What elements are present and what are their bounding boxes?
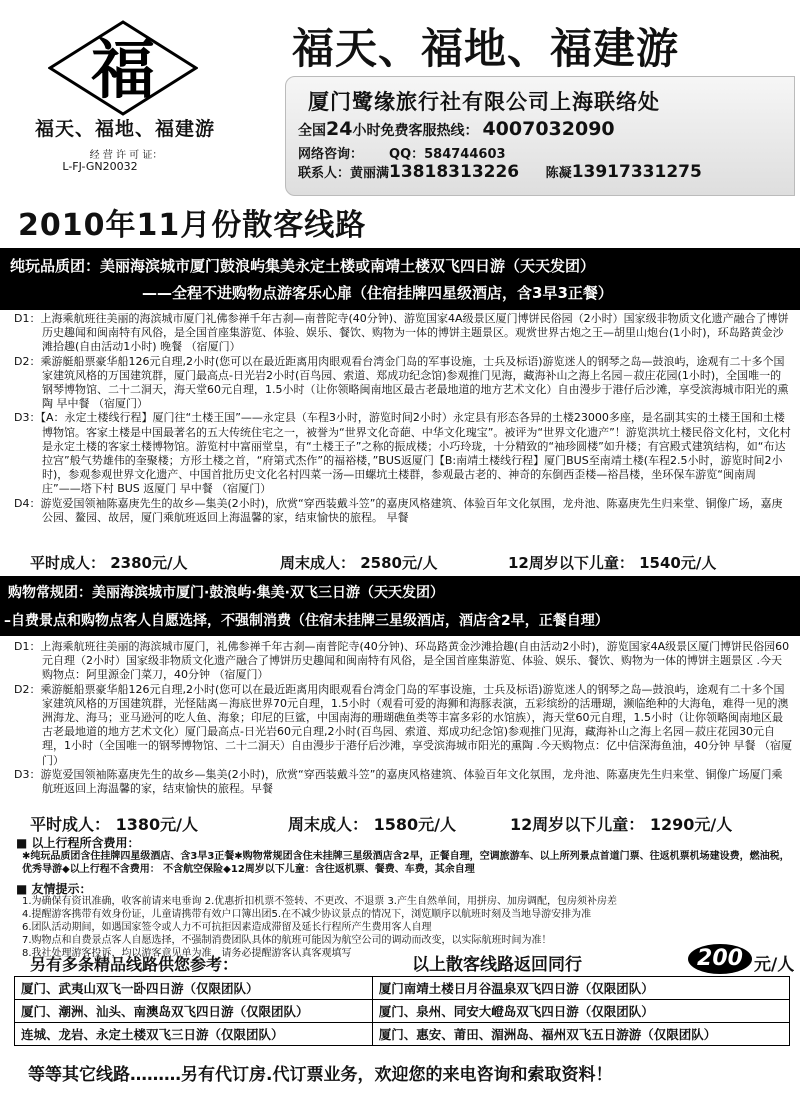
- tips-heading: ■ 友情提示：: [16, 882, 92, 896]
- group1-day-3: D3：【A：永定土楼线行程】厦门往“土楼王国”——永定县（车程3小时，游览时间2小时）永定县有形态各异的土楼23000多座，是名副其实的土楼王国和土楼博物馆。客家土楼是中国最著名的五大传统住宅之一，被誉为“世界文化奇葩、中华文化瑰宝”。被评为“世界文化遗产”！游览洪坑土楼民俗文化村，文化村是永定土楼的客家土楼博物馆。游览村中富丽堂皇，有“土楼王子”之称的振成楼；小巧玲珑，十分精致的“袖珍圆楼”如升楼；有宫殿式建筑结构，如“布达拉宫”般气势雄伟的奎聚楼；方形土楼之首，“府第式杰作”的福裕楼，”BUS返厦门【B:南靖土楼线行程】厦门BUS至南靖土楼(车程2.5小时，游览时间2小时)，参观参观世界文化遗产、中国首批历史文化名村四菜一汤—田螺坑土楼群，参观最古老的、神奇的东倒西歪楼—裕昌楼，坐环保车游览“闽南周庄”——塔下村 BUS 返厦门 早中餐 （宿厦门）: [14, 411, 791, 496]
- fu-logo-icon: [48, 20, 198, 116]
- group2-day-2: D2：乘游艇船票豪华船126元自理,2小时(您可以在最近距离用肉眼观看台湾金门岛的军事设施，士兵及标语)游览迷人的钢琴之岛—鼓浪屿，途观有二十多个国家建筑风格的万国建筑群，光怪陆离－海底世界70元自理，1.5小时（观看可爱的海狮和海豚表演，五彩缤纷的活珊瑚，濒临绝种的大海龟，难得一见的澳洲海龙、海马；亚马逊河的吃人鱼、海象；印尼的巨鲨，中国南海的珊瑚礁鱼类等丰富多彩的水馆族），海天堂60元自理，1.5小时（让你领略闽南地区最古老最地道的地方艺术文化）厦门最高点-日光岩60元自理,2小时(百鸟园、索道、郑成功纪念馆)参观推门见海，藏海补山之海上名园－菽庄花园30元自理，1小时（全国唯一的钢琴博物馆、二十二洞天）自由漫步于港仔后沙滩，享受滨海城市阳光的熏陶 .今天购物点：亿中信深海鱼油，40分钟 早餐 （宿厦门）: [14, 682, 792, 767]
- group1-price-child: 12周岁以下儿童： 1540元/人: [508, 554, 717, 572]
- contact-label: 联系人：黄丽满: [298, 166, 390, 181]
- group1-day-4: D4：游览爱国领袖陈嘉庚先生的故乡—集美(2小时)，欣赏“穿西装戴斗笠”的嘉庚风格建筑、体验百年文化氛围，龙舟池、陈嘉庚先生归来堂、铜像广场，嘉庚公园、鳌园、故居，厦门乘航班返回上海温馨的家，结束愉快的旅程。 早餐: [14, 496, 783, 524]
- group1-day-1: D1：上海乘航班往美丽的海滨城市厦门礼佛参禅千年古刹—南普陀寺(40分钟)、游览国家4A级景区厦门博饼民俗园（2小时）国家级非物质文化遗产融合了博饼历史趣闻和闽南特有风俗，是全国首座集游览、体验、娱乐、餐饮、购物为一体的博饼主题景区。观赏世界古炮之王—胡里山炮台(1小时)，环岛路黄金沙滩拾趣(自由活动1小时) 晚餐 （宿厦门）: [14, 312, 789, 354]
- tip-line: 7.购物点和自费景点客人自愿选择，不强制消费团队具体的航班可能因为航空公司的调动而改变，以实际航班时间为准！: [22, 935, 552, 946]
- group1-banner: [0, 248, 800, 310]
- hotline-label-b: 24: [326, 118, 353, 140]
- headline: 福天、福地、福建游: [292, 24, 680, 73]
- hotline-label-c: 小时免费客服热线：: [352, 123, 479, 139]
- fees-text: ✱纯玩品质团含住挂牌四星级酒店、含3早3正餐✱购物常规团含住未挂牌三星级酒店含2早，正餐自理，空调旅游车、以上所列景点首道门票、往返机票机场建设费，燃油税，优秀导游◆以上行程不含费用： 不含航空保险◆12周岁以下儿童：含往返机票、餐费、车费，其余自理: [22, 851, 790, 875]
- route-cell: 厦门、泉州、同安大嶝岛双飞四日游（仅限团队）: [372, 1000, 789, 1023]
- tip-line: 4.提醒游客携带有效身份证，儿童请携带有效户口簿出团5.在不减少协议景点的情况下，浏览顺序以航班时刻及当地导游安排为准: [22, 909, 592, 920]
- contact-row: [298, 162, 702, 182]
- group2-price-weekday: 平时成人： 1380元/人: [30, 815, 198, 834]
- group2-day-3: D3：游览爱国领袖陈嘉庚先生的故乡—集美(2小时)，欣赏“穿西装戴斗笠”的嘉庚风格建筑、体验百年文化氛围，龙舟池、陈嘉庚先生归来堂、铜像广场厦门乘航班返回上海温馨的家，结束愉快的旅程。早餐: [14, 767, 783, 796]
- agency-name: 厦门鹭缘旅行社有限公司上海联络处: [308, 90, 660, 114]
- group1-price-weekend: 周末成人： 2580元/人: [280, 554, 438, 572]
- qq-number[interactable]: 584744603: [424, 147, 506, 162]
- group2-banner: [0, 576, 800, 636]
- hotline-label-a: 全国: [298, 123, 326, 139]
- online-row: [298, 143, 506, 162]
- qq-label: QQ：: [389, 147, 425, 162]
- route-cell: 厦门南靖土楼日月谷温泉双飞四日游（仅限团队）: [372, 977, 789, 1000]
- route-cell: 厦门、潮洲、汕头、南澳岛双飞四日游（仅限团队）: [15, 1000, 373, 1023]
- group2-price-weekend: 周末成人： 1580元/人: [288, 815, 456, 834]
- more-routes-title: 另有多条精品线路供您参考：: [30, 955, 239, 974]
- return-note: 以上散客线路返回同行: [412, 955, 582, 975]
- license-label: 经 营 许 可 证：: [89, 150, 163, 161]
- fees-heading: ■ 以上行程所含费用：: [16, 836, 140, 850]
- routes-table: [14, 976, 790, 1046]
- group1-itinerary: [14, 312, 792, 525]
- tip-line: 6.团队活动期间，如遇国家签令或人力不可抗拒因素造成滞留及延长行程所产生费用客人自理: [22, 922, 432, 933]
- group1-price-weekday: 平时成人： 2380元/人: [30, 554, 188, 572]
- license-code: L-FJ-GN20032: [62, 160, 138, 173]
- tips-bullet-icon: ■: [16, 882, 32, 896]
- group2-price-child: 12周岁以下儿童： 1290元/人: [510, 815, 733, 834]
- fees-bullet-icon: ■: [16, 836, 32, 850]
- contact-name-2: 陈凝: [545, 166, 572, 181]
- tip-line: 8.我社处理游客投诉，均以游客意见单为准，请务必提醒游客认真客观填写: [22, 948, 352, 959]
- group2-title-line1: 购物常规团：美丽海滨城市厦门·鼓浪屿·集美·双飞三日游（天天发团）: [8, 585, 444, 601]
- group1-day-2: D2：乘游艇船票豪华船126元自理,2小时(您可以在最近距离用肉眼观看台湾金门岛的军事设施，士兵及标语)游览迷人的钢琴之岛—鼓浪屿，途观有二十多个国家建筑风格的万国建筑群，厦门最高点-日光岩2小时(百鸟园、索道、郑成功纪念馆)参观推门见海，藏海补山之海上名园－菽庄花园(1小时)，全国唯一的钢琴博物馆、二十二洞天，海天堂60元自理，1.5小时（让你领略闽南地区最古老最地道的地方艺术文化）自由漫步于港仔后沙滩，享受滨海城市阳光的熏陶 早中餐 （宿厦门）: [14, 354, 789, 411]
- group2-itinerary: [14, 640, 792, 796]
- footer-line: 等等其它线路………另有代订房.代订票业务，欢迎您的来电咨询和索取资料！: [28, 1065, 613, 1085]
- logo-slogan: 福天、福地、福建游: [34, 118, 215, 140]
- hotline-row: [298, 118, 615, 140]
- table-row: [15, 977, 790, 1000]
- route-cell: 厦门、武夷山双飞一卧四日游（仅限团队）: [15, 977, 373, 1000]
- table-row: [15, 1000, 790, 1023]
- hotline-number[interactable]: 4007032090: [482, 118, 615, 140]
- contact-phone-2[interactable]: 13917331275: [571, 162, 702, 182]
- return-price-badge: 200: [688, 944, 752, 974]
- route-cell: 厦门、惠安、莆田、湄洲岛、福州双飞五日游游（仅限团队）: [372, 1023, 789, 1046]
- main-title: 2010年11月份散客线路: [18, 208, 367, 243]
- contact-phone-1[interactable]: 13818313226: [389, 162, 520, 182]
- table-row: [15, 1023, 790, 1046]
- return-unit: 元/人: [754, 955, 795, 975]
- route-cell: 连城、龙岩、永定土楼双飞三日游（仅限团队）: [15, 1023, 373, 1046]
- group1-title-line1: 纯玩品质团：美丽海滨城市厦门鼓浪屿集美永定土楼或南靖土楼双飞四日游（天天发团）: [10, 257, 596, 275]
- group2-title-line2: –自费景点和购物点客人自愿选择，不强制消费（住宿未挂牌三星级酒店，酒店含2早，正餐自理）: [4, 613, 609, 629]
- tips-list: [22, 895, 792, 960]
- tip-line: 1.为确保有资讯准确，收客前请来电垂询 2.优惠折扣机票不签转、不更改、不退票 3.产生自然单间，用拼房、加房调配，包房须补房差: [22, 896, 617, 907]
- logo-char: 福: [91, 33, 155, 108]
- group2-day-1: D1：上海乘航班往美丽的海滨城市厦门，礼佛参禅千年古刹—南普陀寺(40分钟)、环岛路黄金沙滩拾趣(自由活动2小时)，游览国家4A级景区厦门博饼民俗园60元自理（2小时）国家级非物质文化遗产融合了博饼历史趣闻和闽南特有风俗，是全国首座集游览、体验、娱乐、餐饮、购物为一体的博饼主题景区 .今天购物点：阿里源金门菜刀，40分钟 （宿厦门）: [14, 640, 790, 682]
- online-label: 网络咨询：: [298, 147, 364, 162]
- group1-title-line2: ——全程不进购物点游客乐心扉（住宿挂牌四星级酒店，含3早3正餐）: [142, 284, 613, 302]
